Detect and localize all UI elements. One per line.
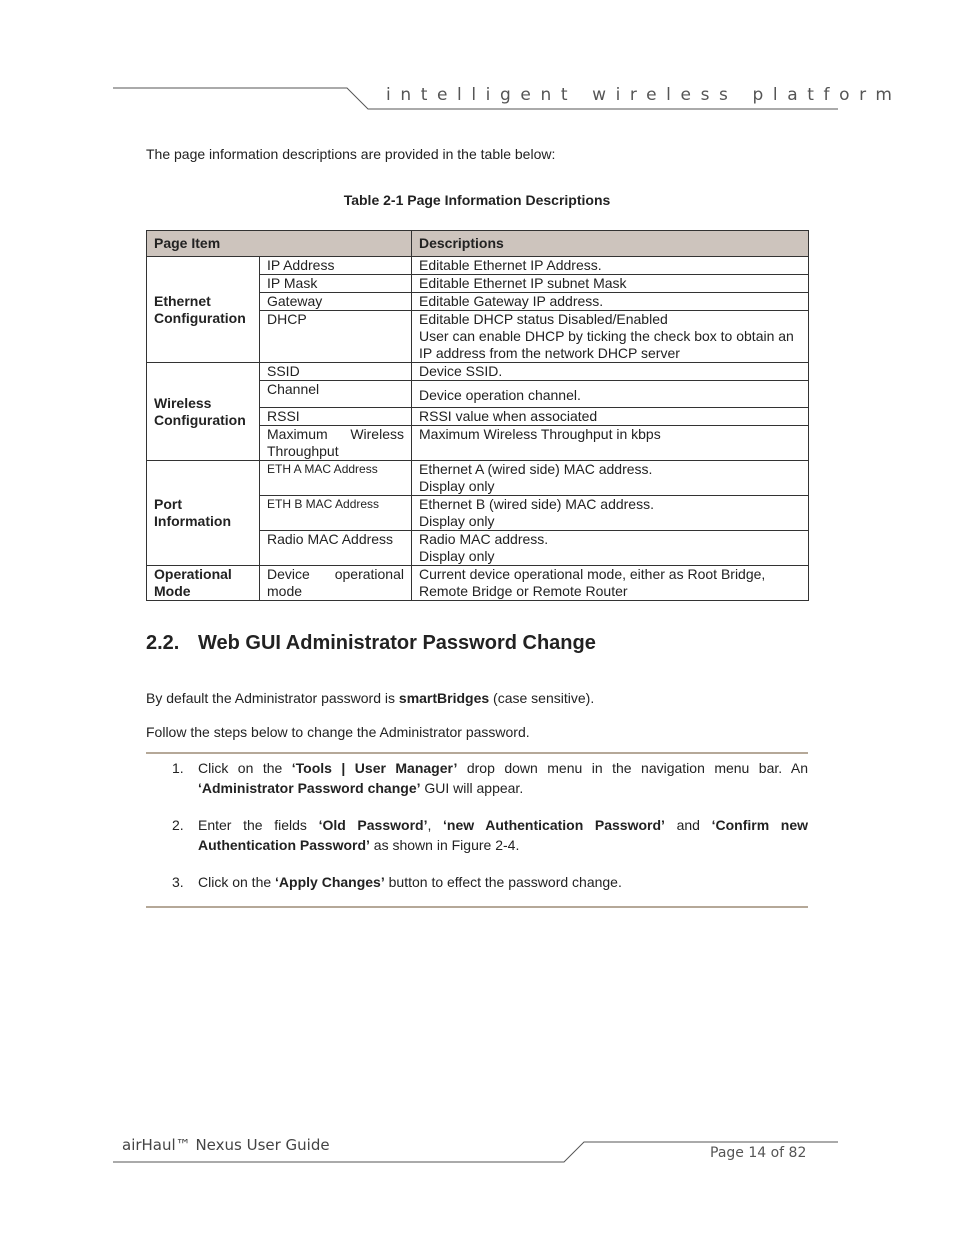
item-cell: SSID <box>260 363 412 381</box>
desc-cell: Current device operational mode, either as Root Bridge, Remote Bridge or Remote Router <box>412 566 809 601</box>
list-item <box>146 872 808 892</box>
steps-list <box>146 758 808 909</box>
desc-cell: Editable Ethernet IP subnet Mask <box>412 275 809 293</box>
col-page-item: Page Item <box>147 231 412 257</box>
text-span: By default the Administrator password is <box>146 690 399 706</box>
desc-cell: Ethernet A (wired side) MAC address. Display only <box>412 461 809 496</box>
desc-cell: Editable Gateway IP address. <box>412 293 809 311</box>
bold-term: ‘Administrator Password change’ <box>198 780 421 796</box>
item-cell: Gateway <box>260 293 412 311</box>
text-span: , <box>427 817 444 833</box>
table-row <box>147 566 809 601</box>
top-rule <box>146 752 808 754</box>
text-span: as shown in Figure 2-4. <box>369 837 520 853</box>
group-ethernet: Ethernet Configuration <box>147 257 260 363</box>
desc-cell: Maximum Wireless Throughput in kbps <box>412 426 809 461</box>
desc-cell: Ethernet B (wired side) MAC address. Display only <box>412 496 809 531</box>
step-number: 1. <box>172 760 184 776</box>
default-password-value: smartBridges <box>398 690 490 706</box>
desc-cell: Device SSID. <box>412 363 809 381</box>
item-cell: RSSI <box>260 408 412 426</box>
section-heading <box>146 632 596 655</box>
item-cell: IP Address <box>260 257 412 275</box>
header-tagline: intelligent wireless platform <box>386 85 902 105</box>
step-number: 3. <box>172 874 184 890</box>
item-cell: ETH A MAC Address <box>260 461 412 496</box>
bottom-rule <box>146 906 808 908</box>
desc-cell: Editable DHCP status Disabled/Enabled User can enable DHCP by ticking the check box to obtain an IP address from the network DHCP server <box>412 311 809 363</box>
table-caption: Table 2-1 Page Information Descriptions <box>343 192 611 208</box>
table-row <box>147 257 809 275</box>
bold-term: ‘Tools | User Manager’ <box>291 760 458 776</box>
bold-term: ‘Old Password’ <box>318 817 428 833</box>
table-header-row <box>147 231 809 257</box>
col-descriptions: Descriptions <box>412 231 809 257</box>
text-span: Click on the <box>198 874 276 890</box>
table-row <box>147 363 809 381</box>
desc-cell: RSSI value when associated <box>412 408 809 426</box>
footer-page-number: Page 14 of 82 <box>710 1145 807 1161</box>
text-span: button to effect the password change. <box>384 874 622 890</box>
desc-cell: Radio MAC address. Display only <box>412 531 809 566</box>
text-span: Click on the <box>198 760 292 776</box>
text-span: Enter the fields <box>198 817 319 833</box>
footer-guide-title: airHaul™ Nexus User Guide <box>122 1136 330 1154</box>
item-cell: ETH B MAC Address <box>260 496 412 531</box>
text-span: and <box>664 817 712 833</box>
bold-term: ‘Confirm new Authentication Password’ <box>198 817 809 853</box>
item-cell: Device operational mode <box>260 566 412 601</box>
text-span: (case sensitive). <box>489 690 595 706</box>
group-port: Port Information <box>147 461 260 566</box>
default-password-paragraph <box>146 690 594 706</box>
item-cell: Maximum Wireless Throughput <box>260 426 412 461</box>
desc-cell: Editable Ethernet IP Address. <box>412 257 809 275</box>
item-cell: Radio MAC Address <box>260 531 412 566</box>
follow-steps-paragraph: Follow the steps below to change the Administrator password. <box>146 724 530 740</box>
intro-text: The page information descriptions are provided in the table below: <box>146 146 556 162</box>
text-span: GUI will appear. <box>420 780 524 796</box>
text-span: drop down menu in the navigation menu bar. An <box>457 760 808 776</box>
group-operational: Operational Mode <box>147 566 260 601</box>
section-number: 2.2. <box>146 632 180 654</box>
bold-term: ‘Apply Changes’ <box>275 874 385 890</box>
group-wireless: Wireless Configuration <box>147 363 260 461</box>
item-cell: Channel <box>260 381 412 408</box>
section-title: Web GUI Administrator Password Change <box>198 632 596 654</box>
item-cell: IP Mask <box>260 275 412 293</box>
table-row <box>147 461 809 496</box>
desc-cell: Device operation channel. <box>412 381 809 408</box>
list-item <box>146 815 808 855</box>
step-number: 2. <box>172 817 184 833</box>
bold-term: ‘new Authentication Password’ <box>443 817 665 833</box>
list-item <box>146 758 808 798</box>
page-info-table <box>146 230 809 601</box>
item-cell: DHCP <box>260 311 412 363</box>
